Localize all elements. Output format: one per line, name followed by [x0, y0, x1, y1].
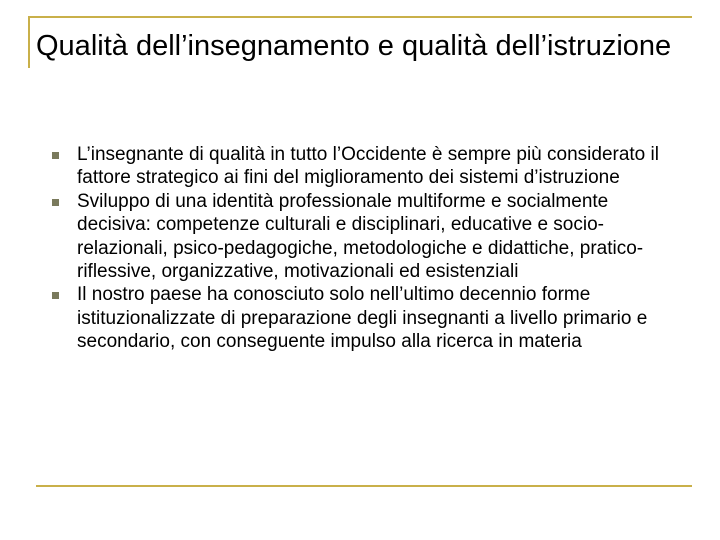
- top-decorative-line: [28, 16, 692, 18]
- square-bullet-icon: [52, 152, 59, 159]
- bullet-item: [52, 143, 662, 190]
- bottom-decorative-line: [36, 485, 692, 487]
- slide-title: Qualità dell’insegnamento e qualità dell’istruzione: [36, 30, 672, 62]
- bullet-text: L’insegnante di qualità in tutto l’Occidente è sempre più considerato il fattore strategico ai fini del miglioramento dei sistemi d’istruzione: [77, 144, 659, 189]
- bullet-item: [52, 190, 662, 284]
- left-decorative-line: [28, 16, 30, 68]
- bullet-text: Il nostro paese ha conosciuto solo nell’ultimo decennio forme istituzionalizzate di preparazione degli insegnanti a livello primario e secondario, con conseguente impulso alla ricerca in materia: [77, 284, 648, 353]
- square-bullet-icon: [52, 199, 59, 206]
- square-bullet-icon: [52, 292, 59, 299]
- bullet-item: [52, 283, 662, 353]
- bullet-list: [52, 143, 662, 354]
- bullet-text: Sviluppo di una identità professionale multiforme e socialmente decisiva: competenze culturali e disciplinari, educative e socio-relazionali, psico-pedagogiche, metodologiche e didattiche, pratico-riflessive, organizzative, motivazionali ed esistenziali: [77, 190, 644, 283]
